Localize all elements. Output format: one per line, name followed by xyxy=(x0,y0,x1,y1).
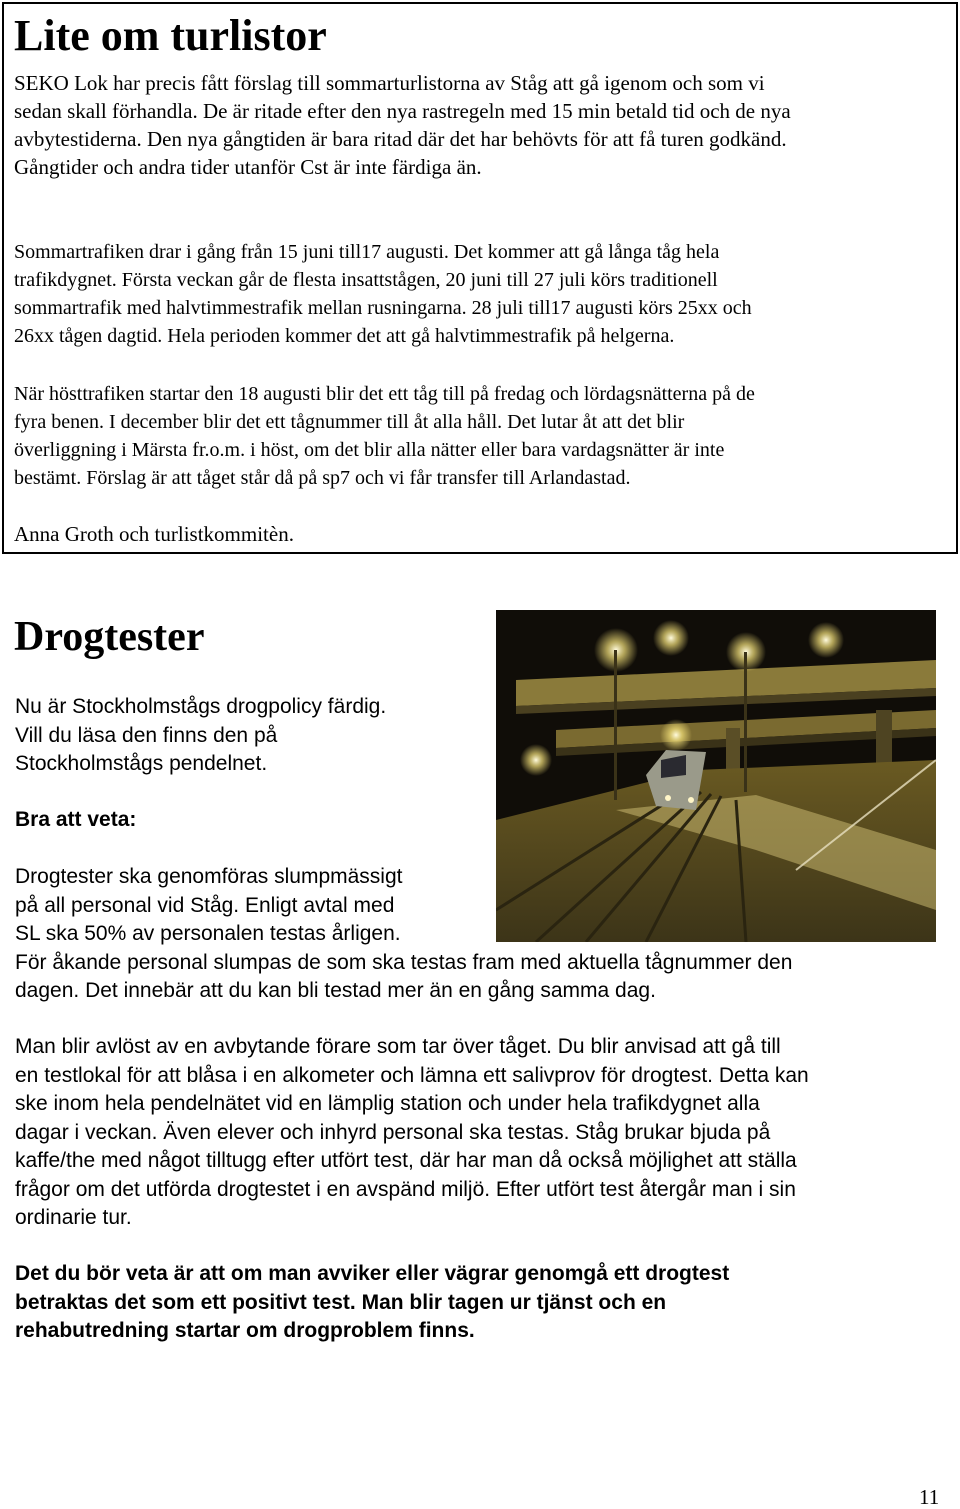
drogtester-warning: Det du bör veta är att om man avviker eller vägrar genomgå ett drogtest betraktas det som ett positivt test. Man blir tagen ur tjänst och en rehabutredning startar om drogproblem finns. xyxy=(15,1262,730,1342)
drogtester-subheading: Bra att veta: xyxy=(15,808,137,831)
drogtester-paragraph-2: Man blir avlöst av en avbytande förare som tar över tåget. Du blir anvisad att gå till en testlokal för att blåsa i en alkometer och lämna ett salivprov för drogtest. Detta kan ske inom hela pendelnätet vid en lämplig station och under hela trafikdygnet alla dagar i veckan. Även elever och inhyrd personal ska testas. Ståg brukar bjuda på kaffe/the med något tilltugg efter utfört test, där har man då också möjlighet att ställa frågor om det utförda drogtestet i en avspänd miljö. Efter utfört test återgår man i sin ordinarie tur. xyxy=(15,1035,809,1229)
page-number: 11 xyxy=(919,1485,940,1509)
drogtester-intro: Nu är Stockholmstågs drogpolicy färdig. Vill du läsa den finns den på Stockholmstågs pendelnet. xyxy=(15,695,387,775)
turlistor-paragraph-2: Sommartrafiken drar i gång från 15 juni till17 augusti. Det kommer att gå långa tåg hela trafikdygnet. Första veckan går de flesta insattstågen, 20 juni till 27 juli körs traditionell sommartrafik med halvtimmestrafik mellan rusningarna. 28 juli till17 augusti körs 25xx och 26xx tågen dagtid. Hela perioden kommer det att gå halvtimmestrafik på helgerna. xyxy=(14,241,752,347)
drogtester-title: Drogtester xyxy=(14,614,205,660)
turlistor-title: Lite om turlistor xyxy=(14,11,327,60)
turlistor-signature: Anna Groth och turlistkommitèn. xyxy=(14,522,294,546)
drogtester-paragraph-1: Drogtester ska genomföras slumpmässigt på all personal vid Ståg. Enligt avtal med SL ska 50% av personalen testas årligen. För åkande personal slumpas de som ska testas fram med aktuella tågnummer den dagen. Det innebär att du kan bli testad mer än en gång samma dag. xyxy=(15,865,793,1002)
turlistor-paragraph-1: SEKO Lok har precis fått förslag till sommarturlistorna av Ståg att gå igenom och som vi sedan skall förhandla. De är ritade efter den nya rastregeln med 15 min betald tid och de nya avbytestiderna. Den nya gångtiden är bara ritad där det har behövts för att få turen godkänd. Gångtider och andra tider utanför Cst är inte färdiga än. xyxy=(14,71,791,179)
turlistor-paragraph-3: När hösttrafiken startar den 18 augusti blir det ett tåg till på fredag och lördagsnätterna på de fyra benen. I december blir det ett tågnummer till åt alla håll. Det lutar åt att det blir överliggning i Märsta fr.o.m. i höst, om det blir alla nätter eller bara vardagsnätter är inte bestämt. Förslag är att tåget står då på sp7 och vi får transfer till Arlandastad. xyxy=(14,383,755,489)
